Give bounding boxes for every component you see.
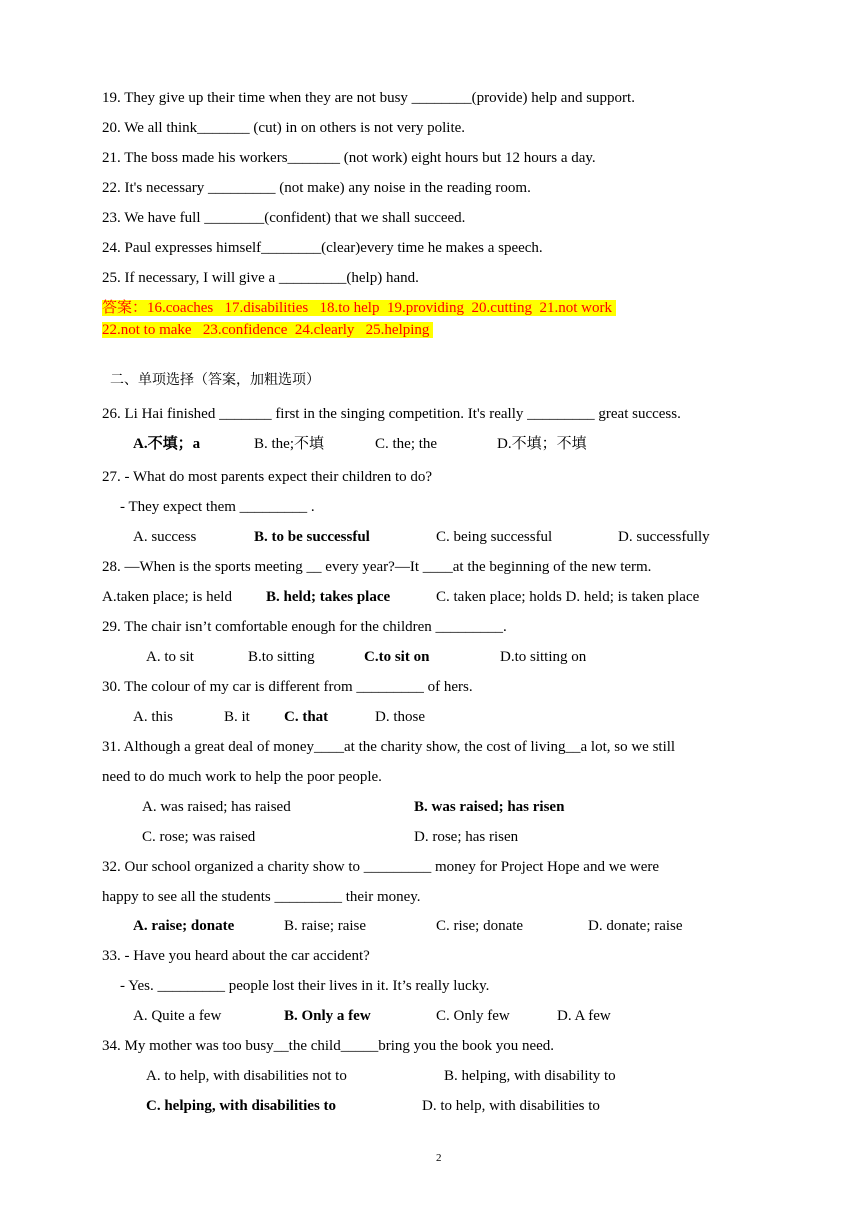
question-26-stem: 26. Li Hai finished _______ first in the singing competition. It's really _________ great success. [102, 406, 681, 422]
page-number: 2 [436, 1152, 442, 1164]
q30-option-b: B. it [224, 709, 250, 725]
question-31-stem: 31. Although a great deal of money____at the charity show, the cost of living__a lot, so we still [102, 739, 676, 755]
q26-option-a: A.不填；a [133, 436, 201, 452]
question-number: 24. [102, 240, 121, 256]
q34-option-a: A. to help, with disabilities not to [146, 1068, 347, 1084]
section-title: 二、单项选择（答案，加粗选项） [110, 372, 320, 388]
q27-option-b: B. to be successful [254, 529, 370, 545]
q32-option-a: A. raise; donate [133, 918, 235, 934]
question-19 [102, 88, 635, 108]
q27-option-d: D. successfully [618, 529, 710, 545]
q30-option-a: A. this [133, 709, 174, 725]
q29-option-a: A. to sit [146, 649, 194, 665]
q34-option-b: B. helping, with disability to [444, 1068, 616, 1084]
question-text: If necessary, I will give a _________(help) hand. [124, 270, 419, 286]
question-21 [102, 148, 596, 168]
question-25 [102, 268, 419, 288]
question-number: 22. [102, 180, 121, 196]
q30-option-d: D. those [375, 709, 425, 725]
q32-option-d: D. donate; raise [588, 918, 683, 934]
q33-option-a: A. Quite a few [133, 1008, 222, 1024]
question-28-stem: 28. —When is the sports meeting __ every year?—It ____at the beginning of the new term. [102, 559, 652, 575]
q27-option-a: A. success [133, 529, 197, 545]
question-31-stem-2: need to do much work to help the poor people. [102, 769, 382, 785]
question-23 [102, 208, 465, 228]
q33-option-d: D. A few [557, 1008, 611, 1024]
answer-key-line-2 [102, 320, 433, 340]
q33-option-c: C. Only few [436, 1008, 510, 1024]
q29-option-c: C.to sit on [364, 649, 430, 665]
question-32-stem: 32. Our school organized a charity show to _________ money for Project Hope and we were [102, 859, 660, 875]
question-text: It's necessary _________ (not make) any noise in the reading room. [124, 180, 531, 196]
question-29-stem: 29. The chair isn’t comfortable enough for the children _________. [102, 619, 507, 635]
question-number: 20. [102, 120, 121, 136]
question-32-stem-2: happy to see all the students _________ their money. [102, 889, 421, 905]
answer-key-line-1 [102, 298, 616, 318]
q31-option-a: A. was raised; has raised [142, 799, 291, 815]
question-text: They give up their time when they are not busy ________(provide) help and support. [124, 90, 635, 106]
q34-option-c: C. helping, with disabilities to [146, 1098, 337, 1114]
q26-option-d: D.不填；不填 [497, 436, 587, 452]
question-number: 25. [102, 270, 121, 286]
q29-option-b: B.to sitting [248, 649, 315, 665]
q31-option-c: C. rose; was raised [142, 829, 256, 845]
q26-option-b: B. the;不填 [254, 436, 324, 452]
q31-option-d: D. rose; has risen [414, 829, 519, 845]
q33-option-b: B. Only a few [284, 1008, 371, 1024]
question-22 [102, 178, 531, 198]
q30-option-c: C. that [284, 709, 329, 725]
question-number: 19. [102, 90, 121, 106]
question-20 [102, 118, 465, 138]
answer-key-text: 答案：16.coaches 17.disabilities 18.to help 19.providing 20.cutting 21.not work [102, 300, 616, 316]
question-number: 21. [102, 150, 121, 166]
answer-key-text: 22.not to make 23.confidence 24.clearly 25.helping [102, 322, 434, 338]
question-text: We all think_______ (cut) in on others is not very polite. [124, 120, 466, 136]
question-27-stem: 27. - What do most parents expect their children to do? [102, 469, 433, 485]
q27-option-c: C. being successful [436, 529, 553, 545]
question-24 [102, 238, 543, 258]
question-33-stem: 33. - Have you heard about the car accident? [102, 948, 370, 964]
question-text: Paul expresses himself________(clear)every time he makes a speech. [124, 240, 543, 256]
q32-option-c: C. rise; donate [436, 918, 524, 934]
q28-option-a: A.taken place; is held [102, 589, 232, 605]
question-33-stem-2: - Yes. _________ people lost their lives in it. It’s really lucky. [120, 978, 490, 994]
q28-option-c-d: C. taken place; holds D. held; is taken place [436, 589, 700, 605]
q29-option-d: D.to sitting on [500, 649, 587, 665]
q28-option-b: B. held; takes place [266, 589, 391, 605]
question-27-stem-2: - They expect them _________ . [120, 499, 315, 515]
question-number: 23. [102, 210, 121, 226]
q26-option-c: C. the; the [375, 436, 438, 452]
question-text: We have full ________(confident) that we shall succeed. [124, 210, 466, 226]
question-text: The boss made his workers_______ (not work) eight hours but 12 hours a day. [124, 150, 596, 166]
q34-option-d: D. to help, with disabilities to [422, 1098, 600, 1114]
q32-option-b: B. raise; raise [284, 918, 367, 934]
q31-option-b: B. was raised; has risen [414, 799, 565, 815]
question-34-stem: 34. My mother was too busy__the child_____bring you the book you need. [102, 1038, 555, 1054]
question-30-stem: 30. The colour of my car is different from _________ of hers. [102, 679, 473, 695]
